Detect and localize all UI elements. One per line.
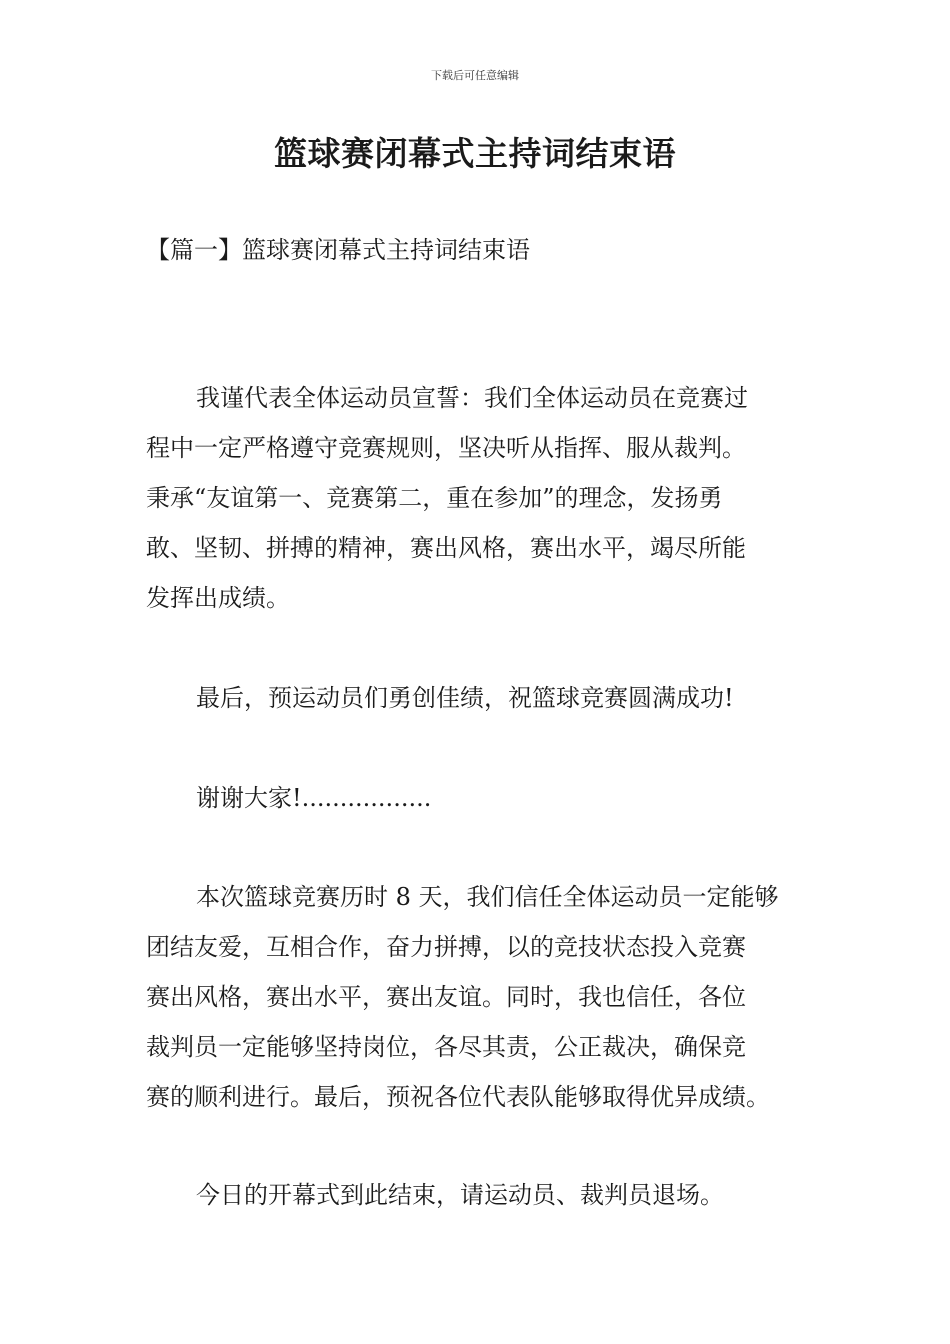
paragraph-line: 赛出风格，赛出水平，赛出友谊。同时，我也信任，各位	[146, 983, 746, 1011]
document-title: 篮球赛闭幕式主持词结束语	[274, 134, 676, 173]
header-note: 下载后可任意编辑	[431, 69, 519, 82]
paragraph-line: 裁判员一定能够坚持岗位，各尽其责，公正裁决，确保竞	[146, 1033, 746, 1061]
paragraph-line: 发挥出成绩。	[146, 584, 290, 612]
paragraph-line: 本次篮球竞赛历时 8 天，我们信任全体运动员一定能够	[196, 883, 779, 911]
paragraph-line: 今日的开幕式到此结束，请运动员、裁判员退场。	[196, 1181, 724, 1209]
paragraph-closing	[146, 1170, 810, 1220]
paragraph-line: 程中一定严格遵守竞赛规则，坚决听从指挥、服从裁判。	[146, 434, 746, 462]
paragraph-line: 赛的顺利进行。最后，预祝各位代表队能够取得优异成绩。	[146, 1083, 770, 1111]
section-heading: 【篇一】篮球赛闭幕式主持词结束语	[146, 236, 530, 264]
paragraph-line: 最后，预运动员们勇创佳绩，祝篮球竞赛圆满成功!	[196, 684, 734, 712]
paragraph-line: 敢、坚韧、拼搏的精神，赛出风格，赛出水平，竭尽所能	[146, 534, 746, 562]
paragraph-line: 谢谢大家!.................	[196, 784, 432, 812]
paragraph-oath	[146, 373, 810, 623]
paragraph-line: 我谨代表全体运动员宣誓：我们全体运动员在竞赛过	[196, 384, 748, 412]
paragraph-line: 秉承“友谊第一、竞赛第二，重在参加”的理念，发扬勇	[146, 484, 723, 512]
paragraph-wish	[146, 673, 810, 723]
paragraph-line: 团结友爱，互相合作，奋力拼搏，以的竞技状态投入竞赛	[146, 933, 746, 961]
paragraph-summary	[146, 872, 810, 1122]
paragraph-thanks	[146, 773, 810, 823]
